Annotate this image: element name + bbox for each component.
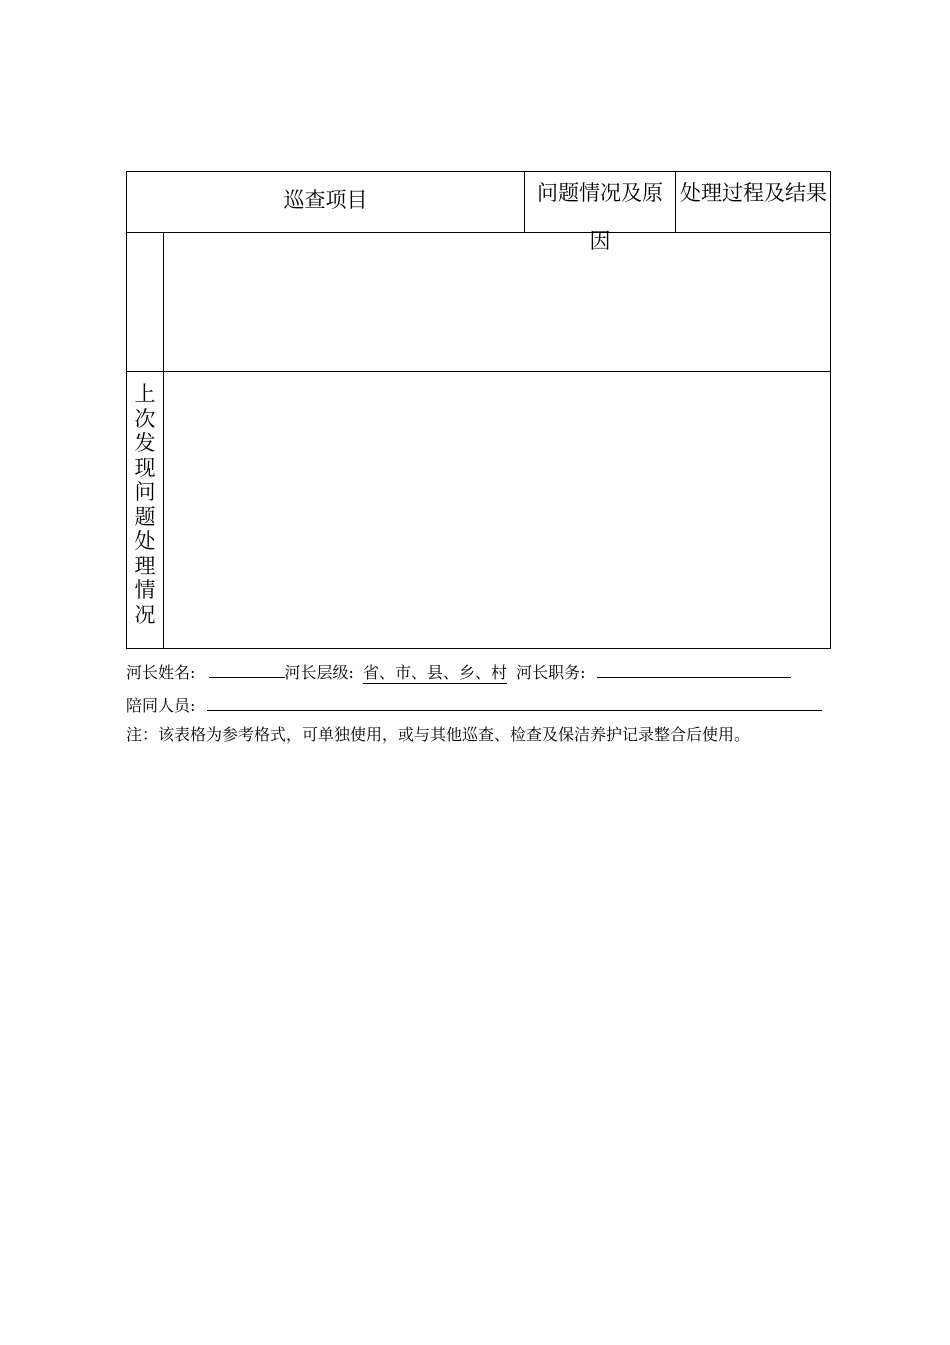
header-inspection-item: 巡查项目 [283,188,368,212]
header-process-and-result: 处理过程及结果 [680,181,827,205]
last-issue-content-area[interactable] [164,372,830,648]
chief-position-field[interactable] [597,659,791,678]
chief-info-line [126,659,791,684]
accompany-label: 陪同人员: [126,696,196,715]
accompany-field[interactable] [207,692,822,711]
last-issue-handling-label: 上次发现问题处理情况 [134,382,156,627]
form-note: 注：该表格为参考格式，可单独使用，或与其他巡查、检查及保洁养护记录整合后使用。 [126,725,751,744]
patrol-record-form [126,171,831,649]
chief-name-label: 河长姓名: [126,663,196,682]
header-problem-and-cause: 问题情况及原因 [537,181,663,253]
chief-level-options: 省、市、县、乡、村 [363,663,508,682]
accompany-line [126,692,822,717]
inspection-content-area[interactable] [164,233,830,371]
header-column-divider-1 [524,172,525,233]
chief-name-field[interactable] [209,659,285,678]
chief-position-label: 河长职务: [516,663,586,682]
chief-level-label: 河长层级: [284,663,354,682]
header-column-divider-2 [675,172,676,233]
